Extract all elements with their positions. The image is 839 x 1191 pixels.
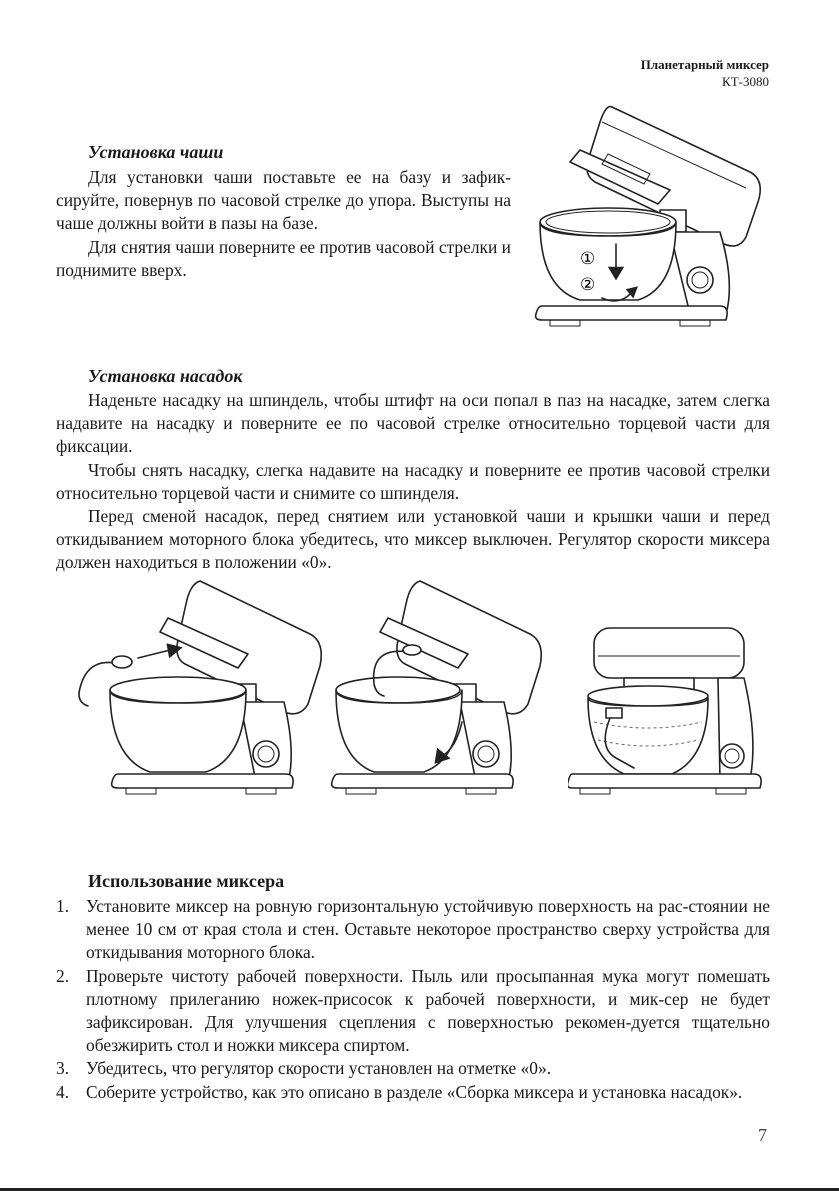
list-item: 4. Соберите устройство, как это описано в разделе «Сборка миксера и установка насадок». bbox=[56, 1081, 743, 1102]
header-model: КТ-3080 bbox=[722, 74, 769, 89]
page-number: 7 bbox=[758, 1125, 767, 1145]
list-item: 1. Установите миксер на ровную горизонтальную устойчивую поверхность на рас-стоянии не менее 10 см от края стола и стен. Оставьте некоторое пространство сверху устройства для откидывания моторного блока. bbox=[56, 896, 770, 963]
bowl-install-illustration bbox=[520, 92, 780, 342]
step-mark-2: ② bbox=[580, 275, 596, 295]
attachments-paragraph-2: Чтобы снять насадку, слегка надавите на насадку и поверните ее против часовой стрелки относительно торцевой части и снимите со шпинделя. bbox=[56, 459, 770, 503]
attach-hook-illustration bbox=[70, 576, 340, 816]
insert-arrow-icon bbox=[138, 650, 170, 658]
step-mark-1: ① bbox=[580, 249, 596, 269]
bowl-paragraph-2: Для снятия чаши поверните ее против часовой стрелки и поднимите вверх. bbox=[56, 236, 511, 280]
document-header bbox=[641, 56, 769, 90]
list-item: 3. Убедитесь, что регулятор скорости установлен на отметке «0». bbox=[56, 1058, 552, 1079]
attachments-section-text bbox=[56, 389, 770, 575]
bowl-section-heading: Установка чаши bbox=[88, 142, 224, 162]
attachments-paragraph-1: Наденьте насадку на шпиндель, чтобы штифт на оси попал в паз на насадке, затем слегка надавите на насадку и поверните ее по часовой стрелке относительно торцевой части для фиксации. bbox=[56, 390, 770, 457]
bowl-section-text bbox=[56, 166, 511, 282]
usage-steps-list bbox=[56, 895, 770, 1104]
list-item: 2. Проверьте чистоту рабочей поверхности. Пыль или просыпанная мука могут помешать плотному прилеганию ножек-присосок к рабочей поверхности, и мик-сер не будет зафиксирован. Для улучшения сцепления с поверхностью рекомен-дуется тщательно обезжирить стол и ножки миксера спиртом. bbox=[56, 965, 770, 1056]
bowl-paragraph-1: Для установки чаши поставьте ее на базу и зафик-сируйте, повернув по часовой стрелке до упора. Выступы на чаше должны войти в пазы на базе. bbox=[56, 167, 511, 234]
assembled-mixer-illustration bbox=[568, 608, 778, 818]
rotate-hook-illustration bbox=[330, 576, 560, 816]
header-title: Планетарный миксер bbox=[640, 57, 769, 72]
attachments-section-heading: Установка насадок bbox=[88, 366, 243, 386]
usage-section-heading: Использование миксера bbox=[88, 871, 285, 891]
attachments-paragraph-3: Перед сменой насадок, перед снятием или установкой чаши и крышки чаши и перед откидыванием моторного блока убедитесь, что миксер выключен. Регулятор скорости миксера должен находиться в положении «0». bbox=[56, 506, 770, 573]
